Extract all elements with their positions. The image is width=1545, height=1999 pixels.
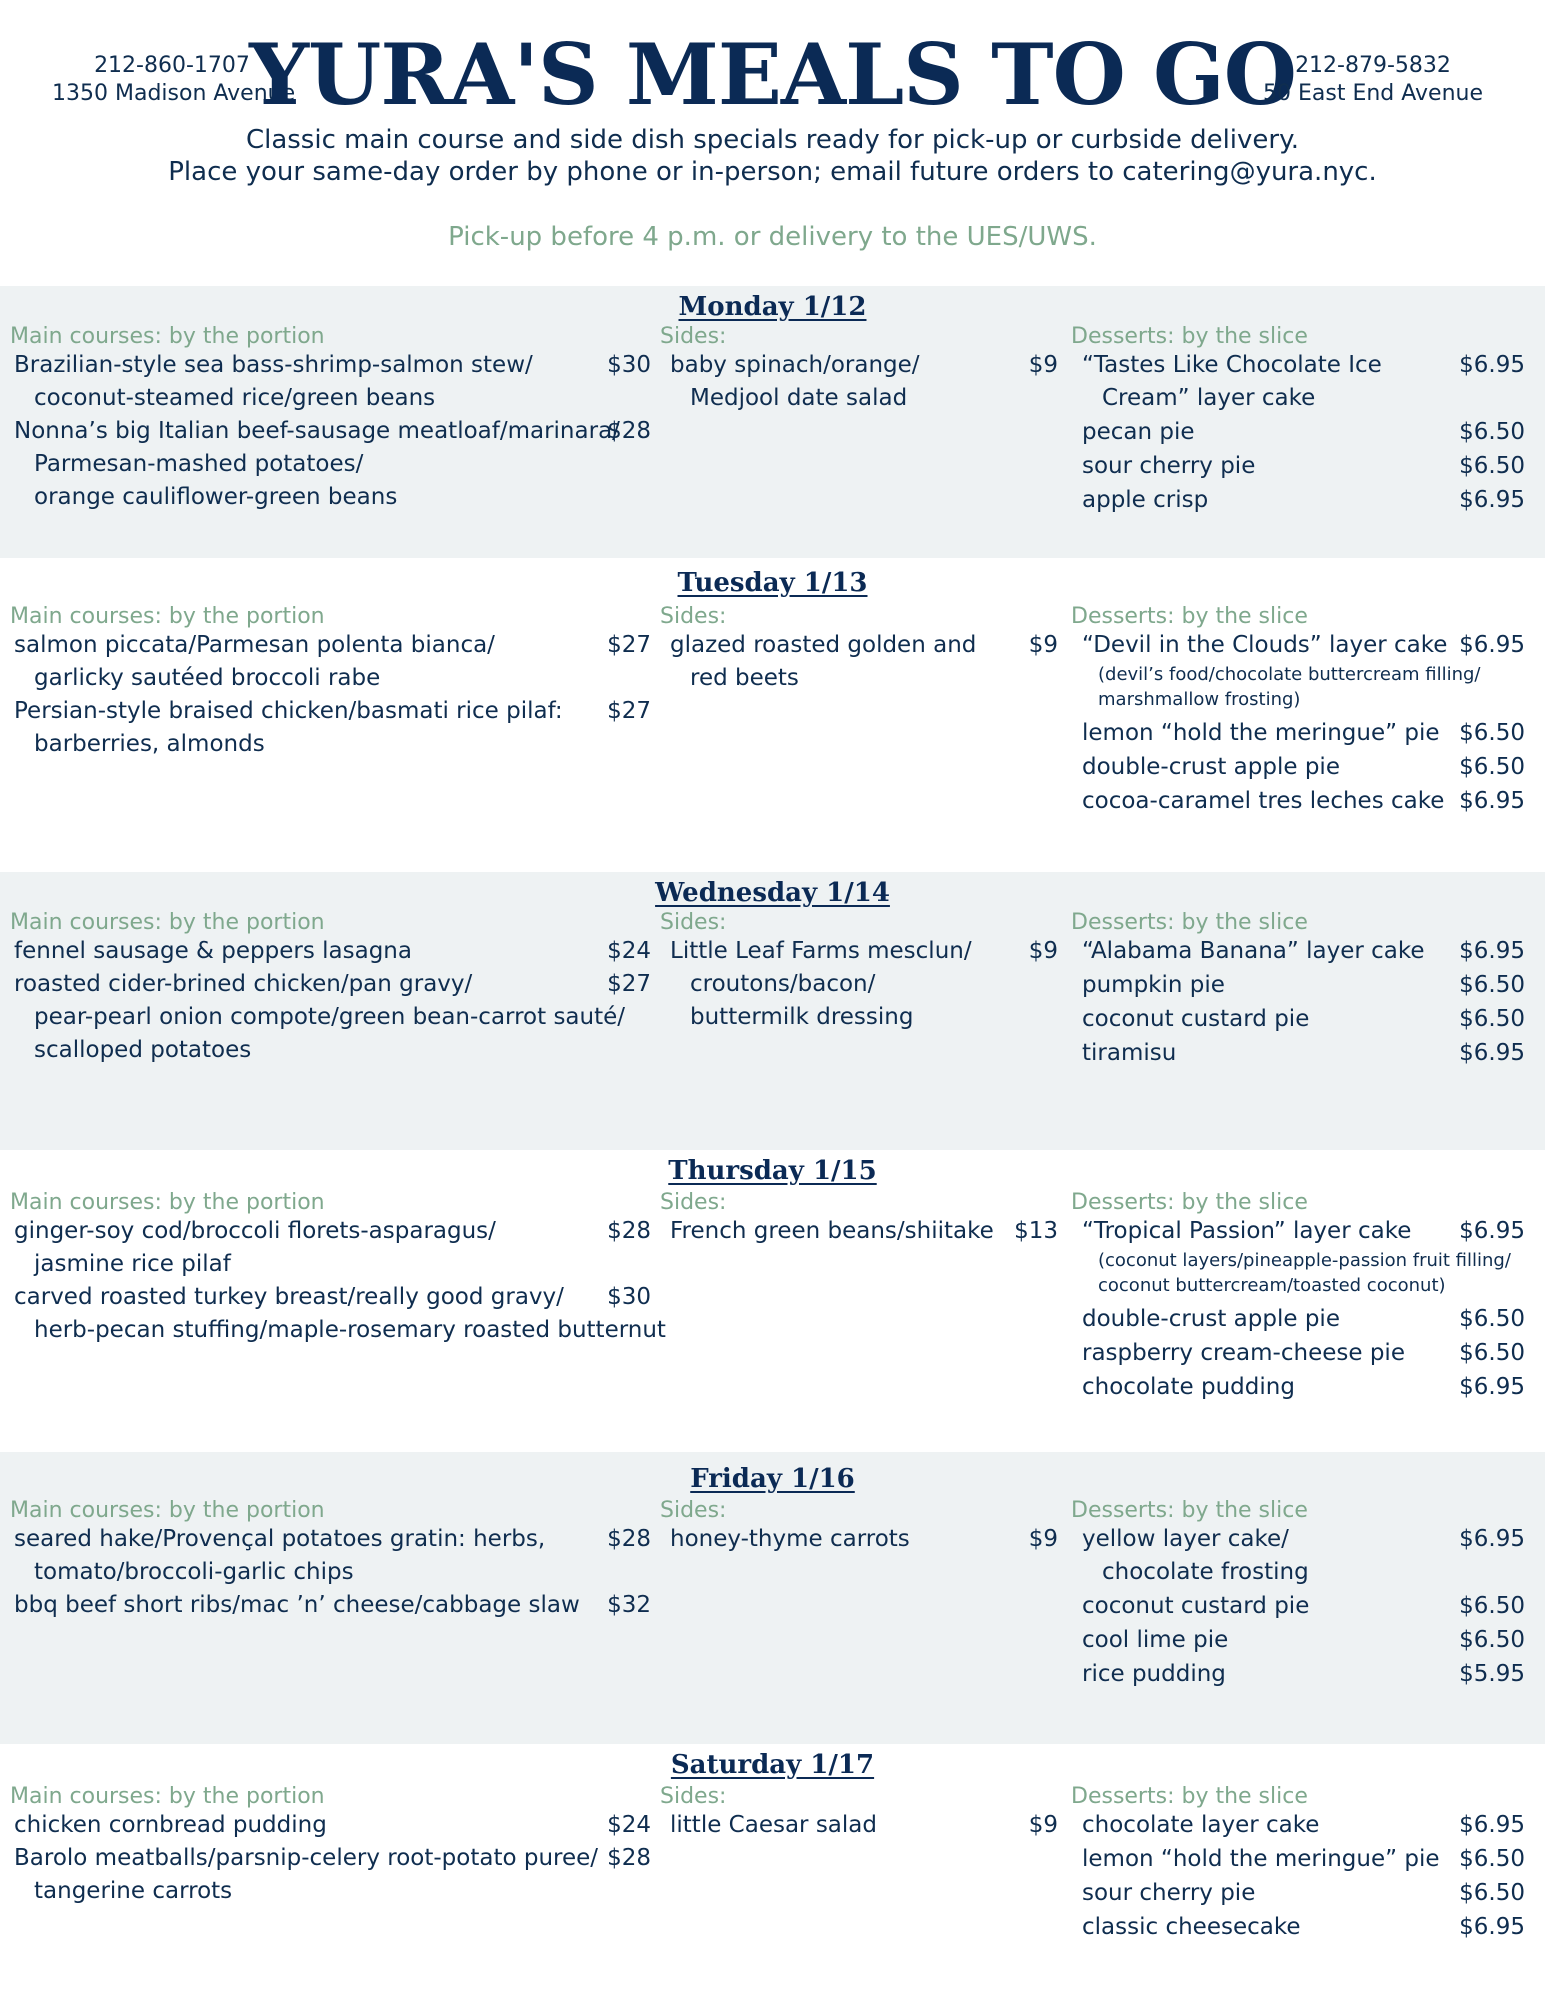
price: $6.50 — [1459, 1880, 1525, 1906]
price: $6.95 — [1459, 938, 1525, 964]
item-line: jasmine rice pilaf — [34, 1251, 231, 1277]
main-course-item — [14, 935, 412, 968]
sides-header: Sides: — [660, 910, 727, 935]
item-line: coconut custard pie — [1082, 1593, 1310, 1619]
sides-header: Sides: — [660, 1190, 727, 1215]
item-line: sour cherry pie — [1082, 1880, 1256, 1906]
price: $6.50 — [1459, 720, 1525, 746]
intro-text — [0, 124, 1545, 188]
item-line: pear-pearl onion compote/green bean-carrot sauté/ — [34, 1004, 626, 1030]
price: $6.95 — [1459, 1374, 1525, 1400]
price: $9 — [1028, 1526, 1058, 1552]
item-line: herb-pecan stuffing/maple-rosemary roasted butternut — [34, 1317, 666, 1343]
price: $27 — [607, 971, 651, 997]
item-line: glazed roasted golden and — [670, 632, 977, 658]
item-line: little Caesar salad — [670, 1812, 877, 1838]
day-title: Thursday 1/15 — [668, 1156, 877, 1186]
price: $9 — [1028, 1812, 1058, 1838]
item-line: garlicky sautéed broccoli rabe — [34, 665, 381, 691]
dessert-item — [1082, 1523, 1309, 1589]
item-line: French green beans/shiitake — [670, 1218, 994, 1244]
item-line: lemon “hold the meringue” pie — [1082, 720, 1440, 746]
left-phone: 212-860-1707 — [94, 53, 250, 78]
dessert-item — [1082, 1303, 1340, 1336]
price: $6.95 — [1459, 1526, 1525, 1552]
day-title: Wednesday 1/14 — [655, 878, 890, 908]
price: $6.50 — [1459, 419, 1525, 445]
main-course-item — [14, 1281, 666, 1347]
mains-header: Main courses: by the portion — [10, 604, 325, 629]
desserts-header: Desserts: by the slice — [1071, 324, 1308, 349]
item-line: yellow layer cake/ — [1082, 1526, 1289, 1552]
item-line: chocolate frosting — [1102, 1559, 1309, 1585]
day-section — [0, 1150, 1545, 1452]
main-course-item — [14, 349, 533, 415]
page-title: YURA'S MEALS TO GO — [249, 25, 1296, 124]
price: $6.50 — [1459, 1006, 1525, 1032]
mains-header: Main courses: by the portion — [10, 1784, 325, 1809]
item-line: lemon “hold the meringue” pie — [1082, 1846, 1440, 1872]
item-line: “Alabama Banana” layer cake — [1082, 938, 1425, 964]
price: $6.50 — [1459, 1306, 1525, 1332]
item-line: tomato/broccoli-garlic chips — [34, 1559, 354, 1585]
price: $13 — [1014, 1218, 1058, 1244]
desserts-header: Desserts: by the slice — [1071, 1784, 1308, 1809]
day-title: Saturday 1/17 — [670, 1750, 875, 1780]
main-course-item — [14, 1809, 327, 1842]
item-line: Persian-style braised chicken/basmati rice pilaf: — [14, 698, 563, 724]
dessert-item — [1082, 1843, 1440, 1876]
item-note: coconut buttercream/toasted coconut) — [1098, 1275, 1446, 1296]
price: $9 — [1028, 352, 1058, 378]
item-line: rice pudding — [1082, 1661, 1226, 1687]
main-course-item — [14, 1215, 496, 1281]
item-note: (devil’s food/chocolate buttercream filling/ — [1098, 664, 1481, 685]
side-item — [670, 1215, 994, 1248]
dessert-item — [1082, 1877, 1255, 1910]
item-line: orange cauliflower-green beans — [34, 484, 398, 510]
dessert-item — [1082, 1037, 1176, 1070]
item-line: fennel sausage & peppers lasagna — [14, 938, 412, 964]
item-line: seared hake/Provençal potatoes gratin: herbs, — [14, 1526, 546, 1552]
price: $32 — [607, 1592, 651, 1618]
day-section — [0, 558, 1545, 872]
price: $6.50 — [1459, 1340, 1525, 1366]
price: $27 — [607, 698, 651, 724]
dessert-item — [1082, 751, 1340, 784]
dessert-item — [1082, 1658, 1226, 1691]
item-line: ginger-soy cod/broccoli florets-asparagus/ — [14, 1218, 496, 1244]
price: $6.95 — [1459, 1914, 1525, 1940]
day-title: Monday 1/12 — [678, 292, 867, 322]
item-line: honey-thyme carrots — [670, 1526, 910, 1552]
dessert-item — [1082, 1911, 1301, 1944]
desserts-header: Desserts: by the slice — [1071, 1498, 1308, 1523]
dessert-item — [1082, 1337, 1405, 1370]
main-course-item — [14, 629, 495, 695]
dessert-item — [1082, 484, 1208, 517]
price: $6.50 — [1459, 972, 1525, 998]
price: $6.95 — [1459, 1812, 1525, 1838]
main-course-item — [14, 1589, 580, 1622]
item-line: baby spinach/orange/ — [670, 352, 920, 378]
sides-header: Sides: — [660, 604, 727, 629]
item-line: chicken cornbread pudding — [14, 1812, 327, 1838]
dessert-item — [1082, 450, 1255, 483]
item-line: cool lime pie — [1082, 1627, 1229, 1653]
day-section — [0, 1452, 1545, 1744]
side-item — [670, 629, 976, 695]
item-line: Nonna’s big Italian beef-sausage meatloaf/marinara/ — [14, 418, 620, 444]
item-line: Parmesan-mashed potatoes/ — [34, 451, 364, 477]
price: $28 — [607, 1218, 651, 1244]
item-line: coconut-steamed rice/green beans — [34, 385, 436, 411]
price: $6.50 — [1459, 754, 1525, 780]
dessert-item — [1082, 969, 1225, 1002]
item-line: double-crust apple pie — [1082, 1306, 1340, 1332]
item-line: Cream” layer cake — [1102, 385, 1316, 411]
day-section — [0, 286, 1545, 558]
right-address: 50 East End Avenue — [1263, 81, 1483, 106]
main-course-item — [14, 695, 563, 761]
dessert-item — [1082, 1590, 1309, 1623]
item-line: Barolo meatballs/parsnip-celery root-potato puree/ — [14, 1845, 599, 1871]
price: $6.50 — [1459, 1593, 1525, 1619]
mains-header: Main courses: by the portion — [10, 1498, 325, 1523]
price: $5.95 — [1459, 1661, 1525, 1687]
dessert-item — [1082, 629, 1481, 712]
dessert-item — [1082, 1371, 1295, 1404]
item-line: pecan pie — [1082, 419, 1195, 445]
item-line: salmon piccata/Parmesan polenta bianca/ — [14, 632, 495, 658]
item-line: red beets — [690, 665, 799, 691]
price: $24 — [607, 938, 651, 964]
day-title: Tuesday 1/13 — [677, 568, 868, 598]
price: $9 — [1028, 938, 1058, 964]
item-line: “Tropical Passion” layer cake — [1082, 1218, 1412, 1244]
price: $24 — [607, 1812, 651, 1838]
right-location — [1253, 52, 1493, 108]
item-line: chocolate layer cake — [1082, 1812, 1320, 1838]
item-line: Little Leaf Farms mesclun/ — [670, 938, 972, 964]
item-line: cocoa-caramel tres leches cake — [1082, 788, 1445, 814]
item-note: marshmallow frosting) — [1098, 689, 1301, 710]
side-item — [670, 1809, 877, 1842]
item-note: (coconut layers/pineapple-passion fruit filling/ — [1098, 1250, 1511, 1271]
item-line: “Tastes Like Chocolate Ice — [1082, 352, 1382, 378]
mains-header: Main courses: by the portion — [10, 910, 325, 935]
main-course-item — [14, 415, 620, 514]
item-line: double-crust apple pie — [1082, 754, 1340, 780]
price: $6.95 — [1459, 1218, 1525, 1244]
dessert-item — [1082, 785, 1444, 818]
dessert-item — [1082, 349, 1382, 415]
side-item — [670, 1523, 910, 1556]
price: $6.95 — [1459, 487, 1525, 513]
intro-line-2: Place your same-day order by phone or in-person; email future orders to catering@yura.nyc. — [168, 157, 1377, 187]
item-line: roasted cider-brined chicken/pan gravy/ — [14, 971, 473, 997]
sides-header: Sides: — [660, 1784, 727, 1809]
mains-header: Main courses: by the portion — [10, 324, 325, 349]
price: $6.95 — [1459, 1040, 1525, 1066]
desserts-header: Desserts: by the slice — [1071, 910, 1308, 935]
sides-header: Sides: — [660, 324, 727, 349]
item-line: sour cherry pie — [1082, 453, 1256, 479]
item-line: tiramisu — [1082, 1040, 1177, 1066]
desserts-header: Desserts: by the slice — [1071, 604, 1308, 629]
main-course-item — [14, 1523, 545, 1589]
item-line: tangerine carrots — [34, 1878, 233, 1904]
day-title: Friday 1/16 — [690, 1464, 855, 1494]
dessert-item — [1082, 935, 1425, 968]
item-line: raspberry cream-cheese pie — [1082, 1340, 1405, 1366]
price: $6.95 — [1459, 352, 1525, 378]
dessert-item — [1082, 1624, 1228, 1657]
day-section — [0, 872, 1545, 1150]
dessert-item — [1082, 1809, 1319, 1842]
side-item — [670, 935, 972, 1034]
item-line: scalloped potatoes — [34, 1037, 252, 1063]
main-course-item — [14, 968, 625, 1067]
price: $6.50 — [1459, 1627, 1525, 1653]
price: $6.95 — [1459, 632, 1525, 658]
price: $28 — [607, 418, 651, 444]
price: $30 — [607, 1284, 651, 1310]
price: $30 — [607, 352, 651, 378]
intro-line-1: Classic main course and side dish specials ready for pick-up or curbside delivery. — [245, 125, 1300, 155]
pickup-note: Pick-up before 4 p.m. or delivery to the UES/UWS. — [448, 222, 1097, 252]
main-course-item — [14, 1842, 598, 1908]
item-line: barberries, almonds — [34, 731, 265, 757]
item-line: croutons/bacon/ — [690, 971, 876, 997]
price: $28 — [607, 1526, 651, 1552]
price: $6.50 — [1459, 453, 1525, 479]
item-line: classic cheesecake — [1082, 1914, 1301, 1940]
day-section — [0, 1744, 1545, 1984]
item-line: buttermilk dressing — [690, 1004, 914, 1030]
price: $27 — [607, 632, 651, 658]
item-line: Medjool date salad — [690, 385, 908, 411]
price: $6.50 — [1459, 1846, 1525, 1872]
price: $28 — [607, 1845, 651, 1871]
sides-header: Sides: — [660, 1498, 727, 1523]
price: $6.95 — [1459, 788, 1525, 814]
price: $9 — [1028, 632, 1058, 658]
item-line: apple crisp — [1082, 487, 1209, 513]
dessert-item — [1082, 416, 1195, 449]
item-line: “Devil in the Clouds” layer cake — [1082, 632, 1448, 658]
right-phone: 212-879-5832 — [1295, 53, 1451, 78]
item-line: carved roasted turkey breast/really good gravy/ — [14, 1284, 564, 1310]
item-line: chocolate pudding — [1082, 1374, 1295, 1400]
item-line: Brazilian-style sea bass-shrimp-salmon stew/ — [14, 352, 533, 378]
item-line: coconut custard pie — [1082, 1006, 1310, 1032]
dessert-item — [1082, 1003, 1309, 1036]
item-line: bbq beef short ribs/mac ’n’ cheese/cabbage slaw — [14, 1592, 580, 1618]
left-address: 1350 Madison Avenue — [52, 81, 296, 106]
dessert-item — [1082, 717, 1440, 750]
mains-header: Main courses: by the portion — [10, 1190, 325, 1215]
desserts-header: Desserts: by the slice — [1071, 1190, 1308, 1215]
side-item — [670, 349, 920, 415]
item-line: pumpkin pie — [1082, 972, 1225, 998]
